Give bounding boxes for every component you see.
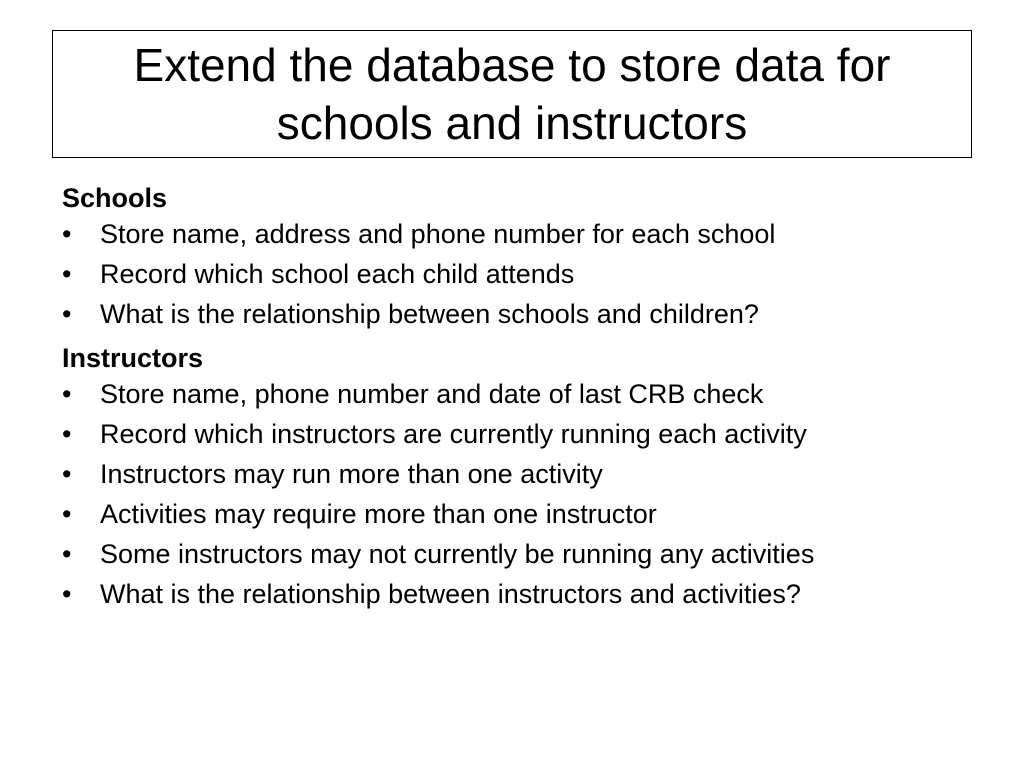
bullet-text: Store name, address and phone number for each school (100, 219, 776, 249)
bullet-icon: • (62, 219, 72, 249)
bullet-icon: • (62, 299, 72, 329)
bullet-text: Instructors may run more than one activity (100, 459, 603, 489)
bullet-item (62, 418, 982, 450)
bullet-item (62, 258, 982, 290)
bullet-item (62, 298, 982, 330)
bullet-icon: • (62, 499, 72, 529)
section-heading-schools: Schools (62, 183, 168, 213)
title-box (52, 30, 972, 158)
bullet-item (62, 218, 982, 250)
bullet-icon: • (62, 379, 72, 409)
bullet-text: What is the relationship between schools and children? (100, 299, 759, 329)
bullet-text: Record which school each child attends (100, 259, 575, 289)
bullet-icon: • (62, 259, 72, 289)
bullet-item (62, 378, 982, 410)
bullet-icon: • (62, 459, 72, 489)
section-heading-instructors: Instructors (62, 343, 204, 373)
bullet-text: Activities may require more than one instructor (100, 499, 657, 529)
bullet-icon: • (62, 579, 72, 609)
bullet-icon: • (62, 539, 72, 569)
slide-content (62, 178, 982, 618)
bullet-icon: • (62, 419, 72, 449)
bullet-item (62, 458, 982, 490)
bullet-list-instructors (62, 378, 982, 610)
bullet-text: Record which instructors are currently running each activity (100, 419, 807, 449)
bullet-list-schools (62, 218, 982, 330)
slide-title: Extend the database to store data for schools and instructors (133, 39, 891, 149)
bullet-item (62, 538, 982, 570)
bullet-text: What is the relationship between instructors and activities? (100, 579, 801, 609)
bullet-item (62, 498, 982, 530)
bullet-item (62, 578, 982, 610)
section-instructors (62, 338, 982, 610)
section-schools (62, 178, 982, 330)
bullet-text: Store name, phone number and date of last CRB check (100, 379, 764, 409)
bullet-text: Some instructors may not currently be running any activities (100, 539, 815, 569)
